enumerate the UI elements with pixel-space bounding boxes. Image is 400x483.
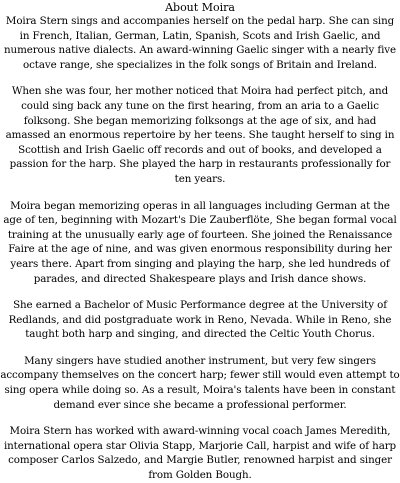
bio-paragraph-4: She earned a Bachelor of Music Performance degree at the University of Redlands, and did postgraduate work in Reno, Nevada. While in Reno, she taught both harp and singing, and directed the Celtic Youth Chorus. — [8, 299, 392, 341]
bio-paragraph-2: When she was four, her mother noticed that Moira had perfect pitch, and could sing back any tune on the first hearing, from an aria to a Gaelic folksong. She began memorizing folksongs at the age of six, and had amassed an enormous repertoire by her teens. She taught herself to sing in Scottish and Irish Gaelic off records and out of books, and developed a passion for the harp. She played the harp in restaurants professionally for ten years. — [5, 85, 395, 185]
page-title: About Moira — [165, 1, 235, 14]
bio-paragraph-3: Moira began memorizing operas in all languages including German at the age of ten, beginning with Mozart's Die Zauberflöte, She began formal vocal training at the unusually early age of fourteen. She joined the Renaissance Faire at the age of nine, and was given enormous responsibility during her years there. Apart from singing and playing the harp, she led hundreds of parades, and directed Shakespeare plays and Irish dance shows. — [3, 199, 397, 285]
bio-paragraph-6: Moira Stern has worked with award-winning vocal coach James Meredith, international opera star Olivia Stapp, Marjorie Call, harpist and wife of harp composer Carlos Salzedo, and Margie Butler, renowned harpist and singer from Golden Bough. — [3, 425, 397, 482]
bio-paragraph-5: Many singers have studied another instrument, but very few singers accompany themselves on the concert harp; fewer still would even attempt to sing opera while doing so. As a result, Moira's talents have been in constant demand ever since she became a professional performer. — [0, 354, 400, 411]
bio-paragraph-1: Moira Stern sings and accompanies herself on the pedal harp. She can sing in French, Italian, German, Latin, Spanish, Scots and Irish Gaelic, and numerous native dialects. An award-winning Gaelic singer with a nearly five octave range, she specializes in the folk songs of Britain and Ireland. — [4, 15, 396, 71]
